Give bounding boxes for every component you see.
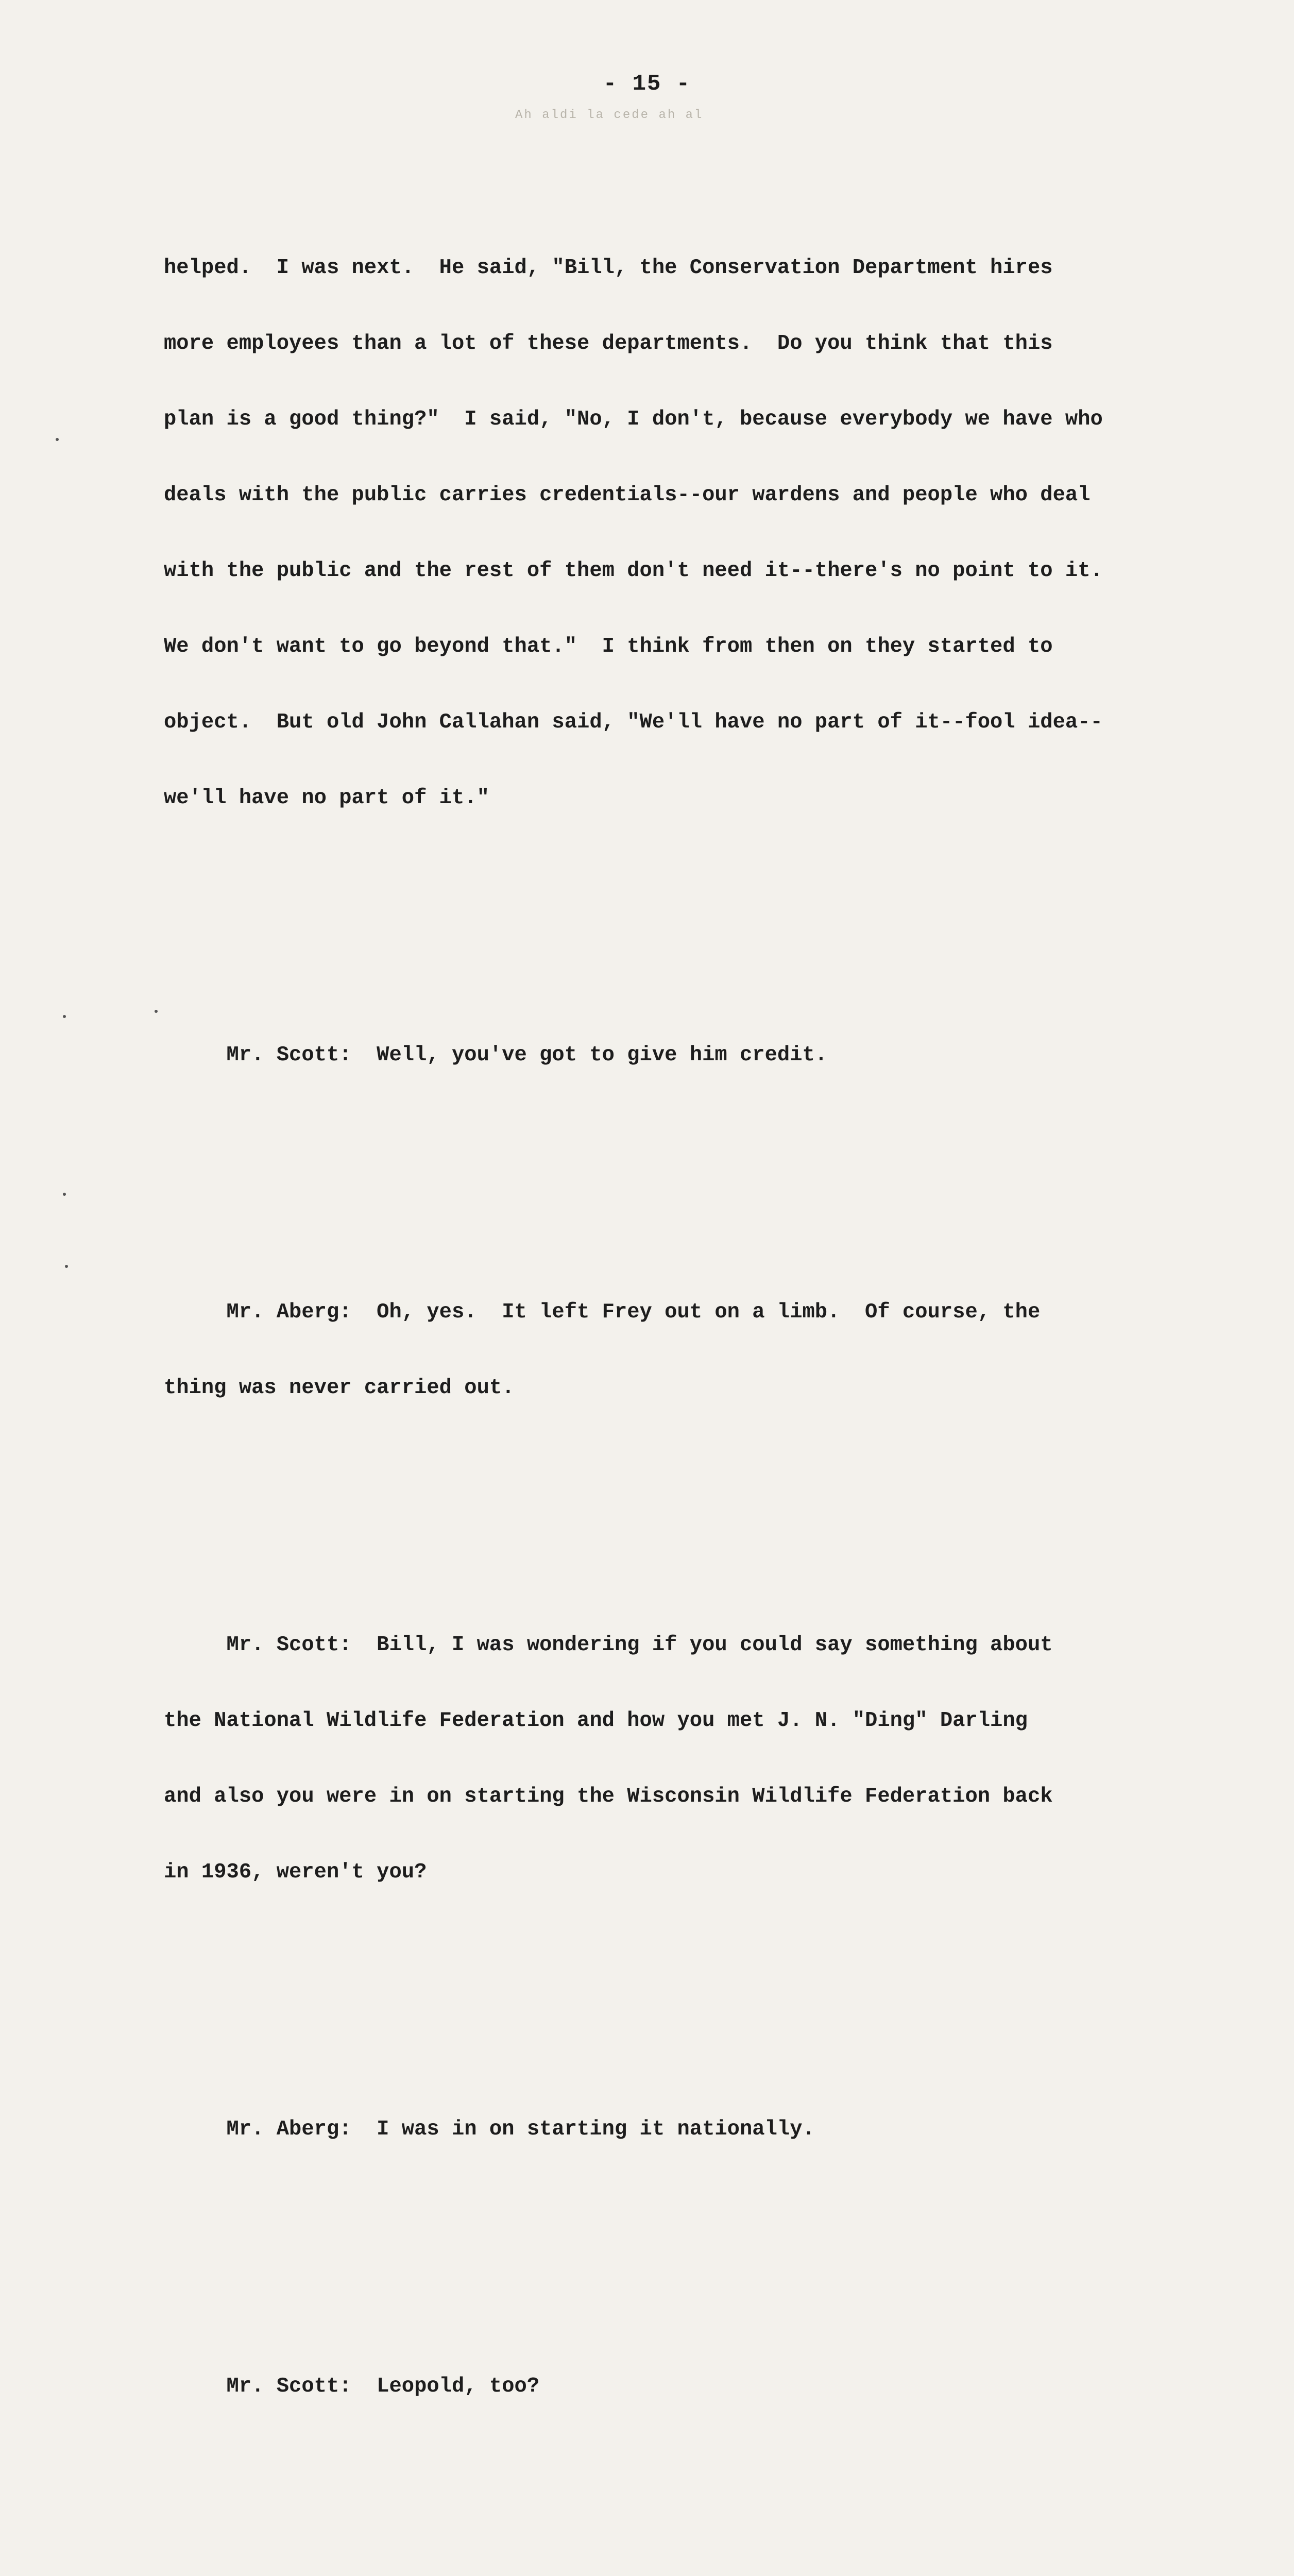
text-line: deals with the public carries credentials--our wardens and people who deal — [164, 483, 1091, 507]
paragraph-6 — [164, 2324, 1168, 2450]
transcript-body — [164, 155, 1168, 2576]
paragraph-3 — [164, 1249, 1168, 1451]
text-line: Mr. Scott: Bill, I was wondering if you could say something about — [164, 1633, 1053, 1657]
text-line: in 1936, weren't you? — [164, 1860, 427, 1884]
paragraph-1 — [164, 205, 1168, 861]
paragraph-4 — [164, 1582, 1168, 1936]
text-line: Mr. Aberg: I was in on starting it nationally. — [164, 2117, 815, 2141]
margin-mark — [63, 1015, 66, 1018]
text-line: Mr. Scott: Well, you've got to give him credit. — [164, 1043, 828, 1067]
paragraph-5 — [164, 2066, 1168, 2193]
text-line: plan is a good thing?" I said, "No, I don't, because everybody we have who — [164, 408, 1103, 431]
text-line: thing was never carried out. — [164, 1376, 515, 1400]
margin-mark — [56, 438, 59, 441]
text-line: the National Wildlife Federation and how you met J. N. "Ding" Darling — [164, 1709, 1028, 1733]
text-line: Mr. Scott: Leopold, too? — [164, 2375, 540, 2398]
bleed-through-text: Ah aldi la cede ah al — [515, 108, 704, 122]
text-line: we'll have no part of it." — [164, 786, 489, 810]
text-line: We don't want to go beyond that." I think from then on they started to — [164, 635, 1053, 658]
text-line: with the public and the rest of them don't need it--there's no point to it. — [164, 559, 1103, 583]
text-line: object. But old John Callahan said, "We'll have no part of it--fool idea-- — [164, 710, 1103, 734]
page-number: - 15 - — [603, 71, 691, 97]
margin-mark — [65, 1265, 68, 1268]
text-line: helped. I was next. He said, "Bill, the Conservation Department hires — [164, 256, 1053, 280]
margin-mark — [155, 1010, 158, 1013]
paragraph-2 — [164, 992, 1168, 1118]
text-line: Mr. Aberg: Oh, yes. It left Frey out on a limb. Of course, the — [164, 1300, 1041, 1324]
margin-mark — [63, 1193, 66, 1196]
text-line: and also you were in on starting the Wisconsin Wildlife Federation back — [164, 1785, 1053, 1808]
text-line: more employees than a lot of these departments. Do you think that this — [164, 332, 1053, 355]
